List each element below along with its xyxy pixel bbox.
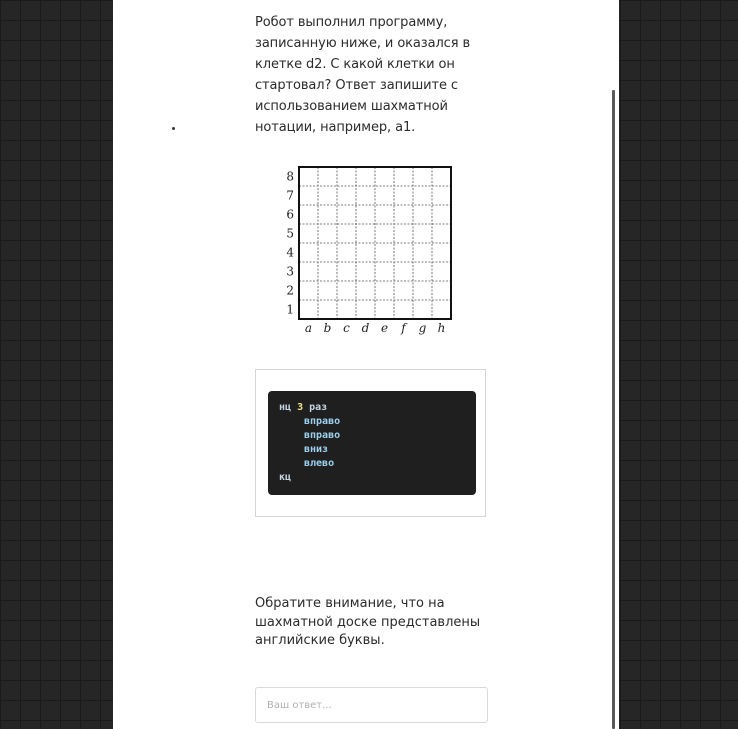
code-line-command: вправо [304,416,341,427]
chess-board-figure [280,160,460,340]
program-code-block [268,391,476,495]
code-line-command: влево [304,458,335,469]
loop-start-keyword: нц [279,402,292,413]
loop-end-keyword: кц [279,472,292,483]
rank-label: 2 [286,283,294,298]
rank-label: 4 [286,245,294,260]
scrollbar[interactable] [612,90,615,729]
file-label: c [343,321,350,335]
rank-label: 6 [286,207,294,222]
rank-label: 1 [286,302,294,317]
file-label: f [401,321,406,335]
list-bullet [172,127,175,130]
file-label: b [323,321,332,335]
file-label: a [304,321,313,335]
question-text: Робот выполнил программу, записанную ниже, и оказался в клетке d2. С какой клетки он стартовал? Ответ запишите с использованием шахматной нотации, например, а1. [255,15,471,135]
file-label: g [418,321,427,335]
loop-times-keyword: раз [309,402,328,413]
code-line-loop-start [279,401,476,415]
rank-label: 7 [286,188,294,203]
code-line-command: вправо [304,430,341,441]
code-line-loop-end [279,471,476,485]
file-label: h [437,321,446,335]
note-text: Обратите внимание, что на шахматной доске представлены английские буквы. [255,596,481,648]
chess-board-diagram [280,160,460,340]
code-line-command: вниз [304,444,329,455]
answer-input[interactable] [255,687,488,723]
file-label: d [361,321,370,335]
rank-label: 3 [286,264,294,279]
file-label: e [380,321,389,335]
program-frame [255,369,486,517]
rank-label: 5 [286,226,294,241]
loop-count: 3 [297,402,304,413]
rank-label: 8 [286,169,294,184]
